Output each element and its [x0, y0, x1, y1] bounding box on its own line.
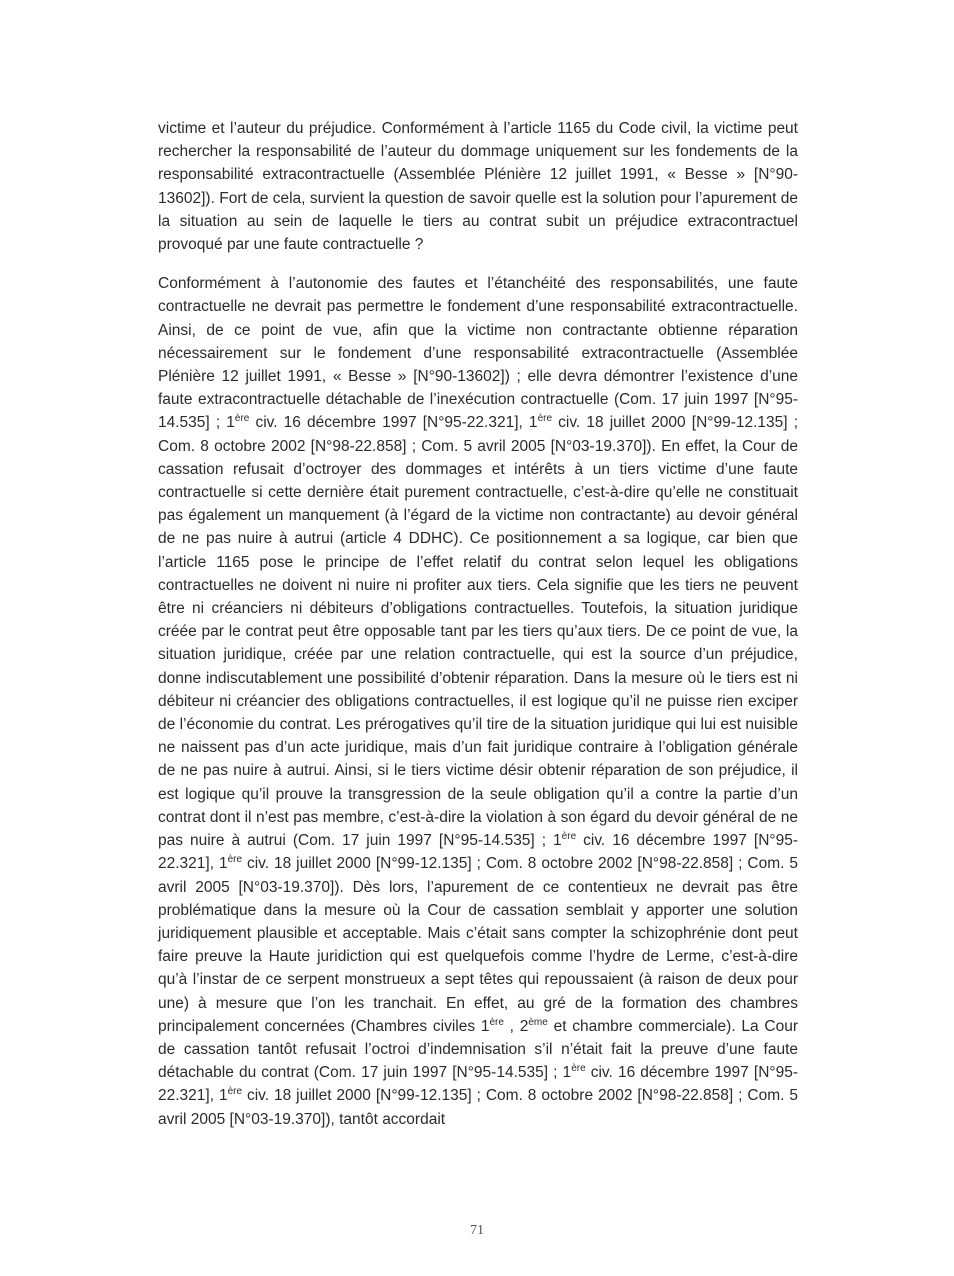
paragraph-1 — [158, 117, 798, 256]
superscript: ère — [571, 1063, 586, 1075]
text-segment: civ. 16 décembre 1997 [N°95-22.321], 1 — [158, 1064, 798, 1105]
text-segment: civ. 16 décembre 1997 [N°95-22.321], 1 — [249, 414, 538, 432]
text-segment: civ. 18 juillet 2000 [N°99-12.135] ; Com. 8 octobre 2002 [N°98-22.858] ; Com. 5 avril 2005 [N°03-19.370]), tantôt accordait — [158, 1087, 798, 1128]
text-segment: civ. 16 décembre 1997 [N°95-22.321], 1 — [158, 832, 798, 873]
body-text — [158, 117, 798, 1131]
superscript: ère — [561, 831, 577, 843]
paragraph-2 — [158, 272, 798, 1131]
superscript: ère — [489, 1016, 504, 1028]
superscript: ère — [227, 1086, 243, 1098]
superscript: ème — [528, 1016, 548, 1028]
text-segment: civ. 18 juillet 2000 [N°99-12.135] ; Com. 8 octobre 2002 [N°98-22.858] ; Com. 5 avril 2005 [N°03-19.370]). En effet, la Cour de cassation refusait d’octroyer des dommages et intérêts à un tiers victime d’une faute contractuelle si cette dernière était purement contractuelle, c’est-à-dire qu’elle ne constituait pas également un manquement (à l’égard de la victime non contractante) au devoir général de ne pas nuire à autrui (article 4 DDHC). Ce positionnement a sa logique, car bien que l’article 1165 pose le principe de l’effet relatif du contrat selon lequel les obligations contractuelles ne doivent ni nuire ni profiter aux tiers. Cela signifie que les tiers ne peuvent être ni créanciers ni débiteurs d’obligations contractuelles. Toutefois, la situation juridique créée par le contrat peut être opposable tant par les tiers qu’aux tiers. De ce point de vue, la situation juridique, créée par une relation contractuelle, qui est la source d’un préjudice, donne indiscutablement une possibilité d’obtenir réparation. Dans la mesure où le tiers est ni débiteur ni créancier des obligations contractuelles, il est logique qu’il ne puisse rien exciper de l’économie du contrat. Les prérogatives qu’il tire de la situation juridique qui lui est nuisible ne naissent pas d’un acte juridique, mais d’un fait juridique contraire à l’obligation générale de ne pas nuire à autrui. Ainsi, si le tiers victime désir obtenir réparation de son préjudice, il est logique qu’il prouve la transgression de la seule obligation qu’il a contre la partie d’un contrat dont il n’est pas membre, c’est-à-dire la violation à son égard du devoir général de ne pas nuire à autrui (Com. 17 juin 1997 [N°95-14.535] ; 1 — [158, 414, 799, 850]
text-segment: et chambre commerciale). La Cour de cassation tantôt refusait l’octroi d’indemnisation s’il n’était fait la preuve d’une faute détachable du contrat (Com. 17 juin 1997 [N°95-14.535] ; 1 — [158, 1017, 798, 1082]
text-segment: victime et l’auteur du préjudice. Conformément à l’article 1165 du Code civil, la victime peut rechercher la responsabilité de l’auteur du dommage uniquement sur les fondements de la responsabilité extracontractuelle (Assemblée Plénière 12 juillet 1991, « Besse » [N°90-13602]). Fort de cela, survient la question de savoir quelle est la solution pour l’apurement de la situation au sein de laquelle le tiers au contrat subit un préjudice extracontractuel provoqué par une faute contractuelle ? — [158, 120, 798, 254]
text-segment: civ. 18 juillet 2000 [N°99-12.135] ; Com. 8 octobre 2002 [N°98-22.858] ; Com. 5 avril 2005 [N°03-19.370]). Dès lors, l’apurement de ce contentieux ne devrait pas être problématique dans la mesure où la Cour de cassation semblait y apporter une solution juridiquement plausible et acceptable. Mais c’était sans compter la schizophrénie dont peut faire preuve la Haute juridiction qui est quelquefois comme l’hydre de Lerme, c’est-à-dire qu’à l’instar de ce serpent monstrueux a sept têtes qui repoussaient (à raison de deux pour une) à mesure que l’on les tranchait. En effet, au gré de la formation des chambres principalement concernées (Chambres civiles 1 — [158, 855, 798, 1035]
text-segment: , 2 — [503, 1017, 529, 1035]
superscript: ère — [227, 854, 243, 866]
superscript: ère — [537, 413, 553, 425]
page-number: 71 — [470, 1223, 484, 1238]
superscript: ère — [234, 413, 250, 425]
text-segment: Conformément à l’autonomie des fautes et l’étanchéité des responsabilités, une faute contractuelle ne devrait pas permettre le fondement d’une responsabilité extracontractuelle. Ainsi, de ce point de vue, afin que la victime non contractante obtienne réparation nécessairement sur le fondement d’une responsabilité extracontractuelle (Assemblée Plénière 12 juillet 1991, « Besse » [N°90-13602]) ; elle devra démontrer l’existence d’une faute extracontractuelle détachable de l’inexécution contractuelle (Com. 17 juin 1997 [N°95-14.535] ; 1 — [158, 275, 798, 432]
